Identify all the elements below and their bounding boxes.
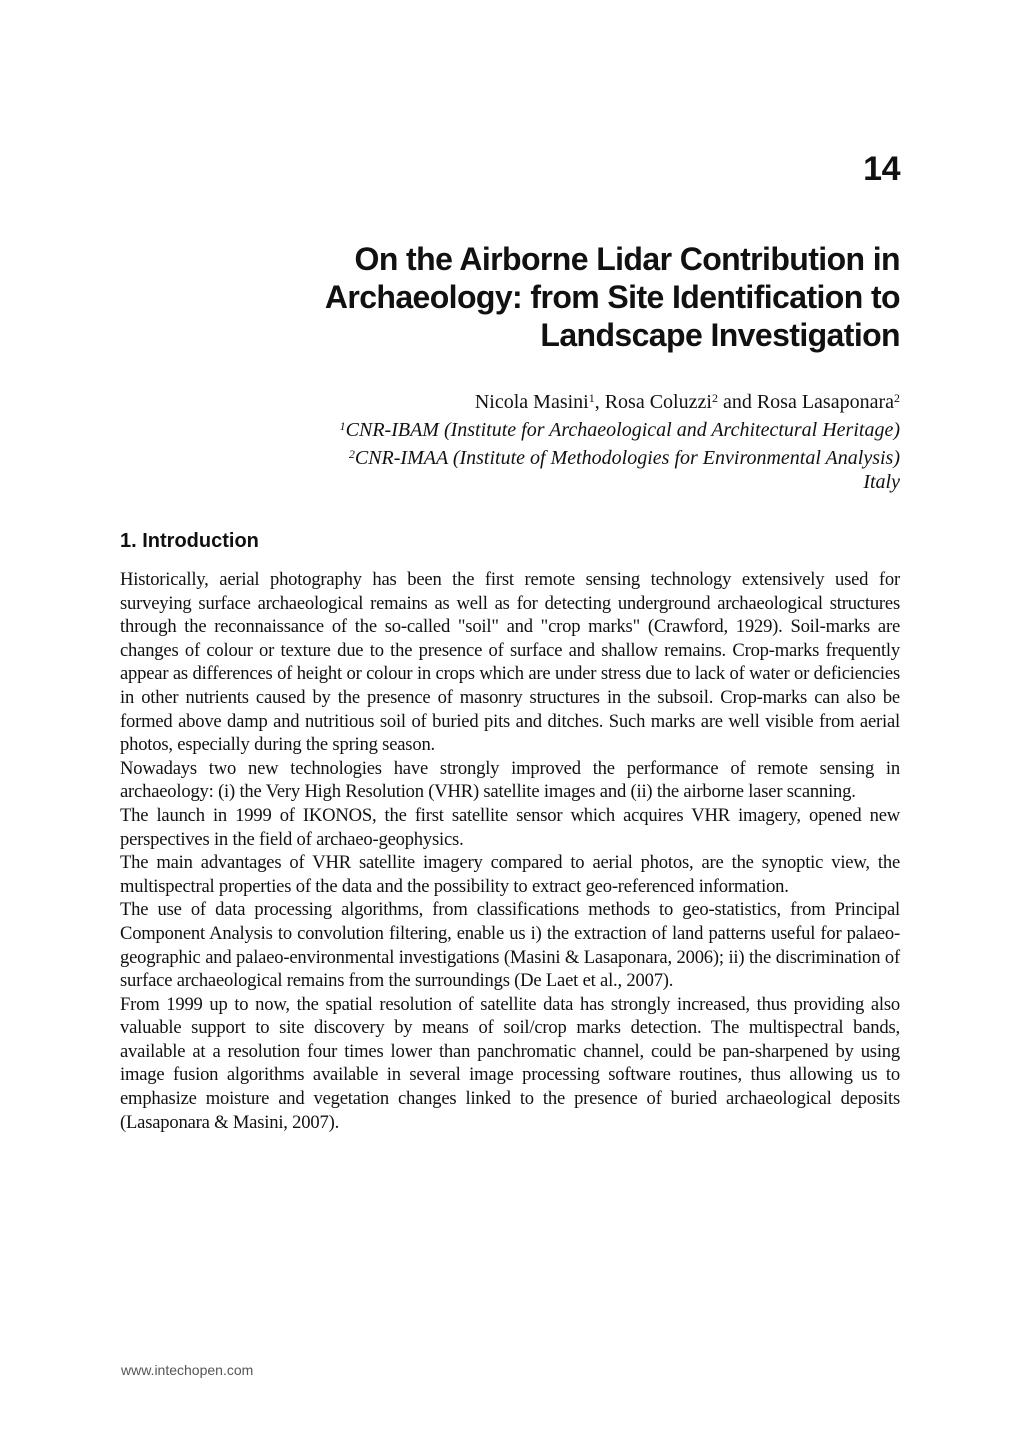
affiliation: [340, 442, 900, 470]
affiliation: [340, 414, 900, 442]
author-separator: and: [717, 391, 757, 413]
author-name: Rosa Coluzzi: [604, 391, 712, 413]
paragraph: The main advantages of VHR satellite imagery compared to aerial photos, are the synoptic view, the multispectral properties of the data and the possibility to extract geo-referenced information.: [120, 852, 900, 897]
author-block: [340, 386, 900, 494]
author-separator: ,: [594, 391, 605, 413]
author-sup: 2: [894, 391, 900, 405]
author-name: Nicola Masini: [474, 391, 589, 413]
affiliation-sup: 1: [339, 419, 346, 433]
paragraph: Nowadays two new technologies have strongly improved the performance of remote sensing in archaeology: (i) the Very High Resolution (VHR) satellite images and (ii) the airborne laser scanning.: [120, 757, 900, 803]
affiliation-sup: 2: [348, 447, 355, 461]
paragraph: The launch in 1999 of IKONOS, the first satellite sensor which acquires VHR imagery, opened new perspectives in the field of archaeo-geophysics.: [120, 804, 900, 850]
section-body: [120, 568, 900, 1134]
affiliation-text: CNR-IMAA (Institute of Methodologies for Environmental Analysis): [354, 447, 900, 469]
author-names: [340, 386, 900, 414]
title-line: On the Airborne Lidar Contribution in: [354, 241, 900, 277]
paragraph: From 1999 up to now, the spatial resolution of satellite data has strongly increased, thus providing also valuable support to site discovery by means of soil/crop marks detection. The multispectral bands, available at a resolution four times lower than panchromatic channel, could be pan-sharpened by using image fusion algorithms available in several image processing software routines, thus allowing us to emphasize moisture and vegetation changes linked to the presence of buried archaeological deposits (Lasaponara & Masini, 2007).: [120, 993, 900, 1133]
chapter-title: [200, 240, 900, 354]
chapter-number: 14: [863, 150, 900, 188]
title-line: Archaeology: from Site Identification to: [324, 279, 900, 315]
author-sup: 2: [711, 391, 718, 405]
author-sup: 1: [588, 391, 595, 405]
author-name: Rosa Lasaponara: [756, 391, 894, 413]
footer-url: www.intechopen.com: [121, 1362, 254, 1378]
section-heading: 1. Introduction: [120, 530, 259, 552]
title-line: Landscape Investigation: [540, 317, 900, 353]
paragraph: Historically, aerial photography has been the first remote sensing technology extensively used for surveying surface archaeological remains as well as for detecting underground archaeological structures through the reconnaissance of the so-called "soil" and "crop marks" (Crawford, 1929). Soil-marks are changes of colour or texture due to the presence of surface and shallow remains. Crop-marks frequently appear as differences of height or colour in crops which are under stress due to lack of water or deficiencies in other nutrients caused by the presence of masonry structures in the subsoil. Crop-marks can also be formed above damp and nutritious soil of buried pits and ditches. Such marks are well visible from aerial photos, especially during the spring season.: [120, 569, 900, 756]
affiliation-text: CNR-IBAM (Institute for Archaeological and Architectural Heritage): [345, 419, 900, 441]
paragraph: The use of data processing algorithms, from classifications methods to geo-statistics, from Principal Component Analysis to convolution filtering, enable us i) the extraction of land patterns useful for palaeo-geographic and palaeo-environmental investigations (Masini & Lasaponara, 2006); ii) the discrimination of surface archaeological remains from the surroundings (De Laet et al., 2007).: [120, 899, 900, 992]
affiliation-country: Italy: [863, 471, 900, 493]
